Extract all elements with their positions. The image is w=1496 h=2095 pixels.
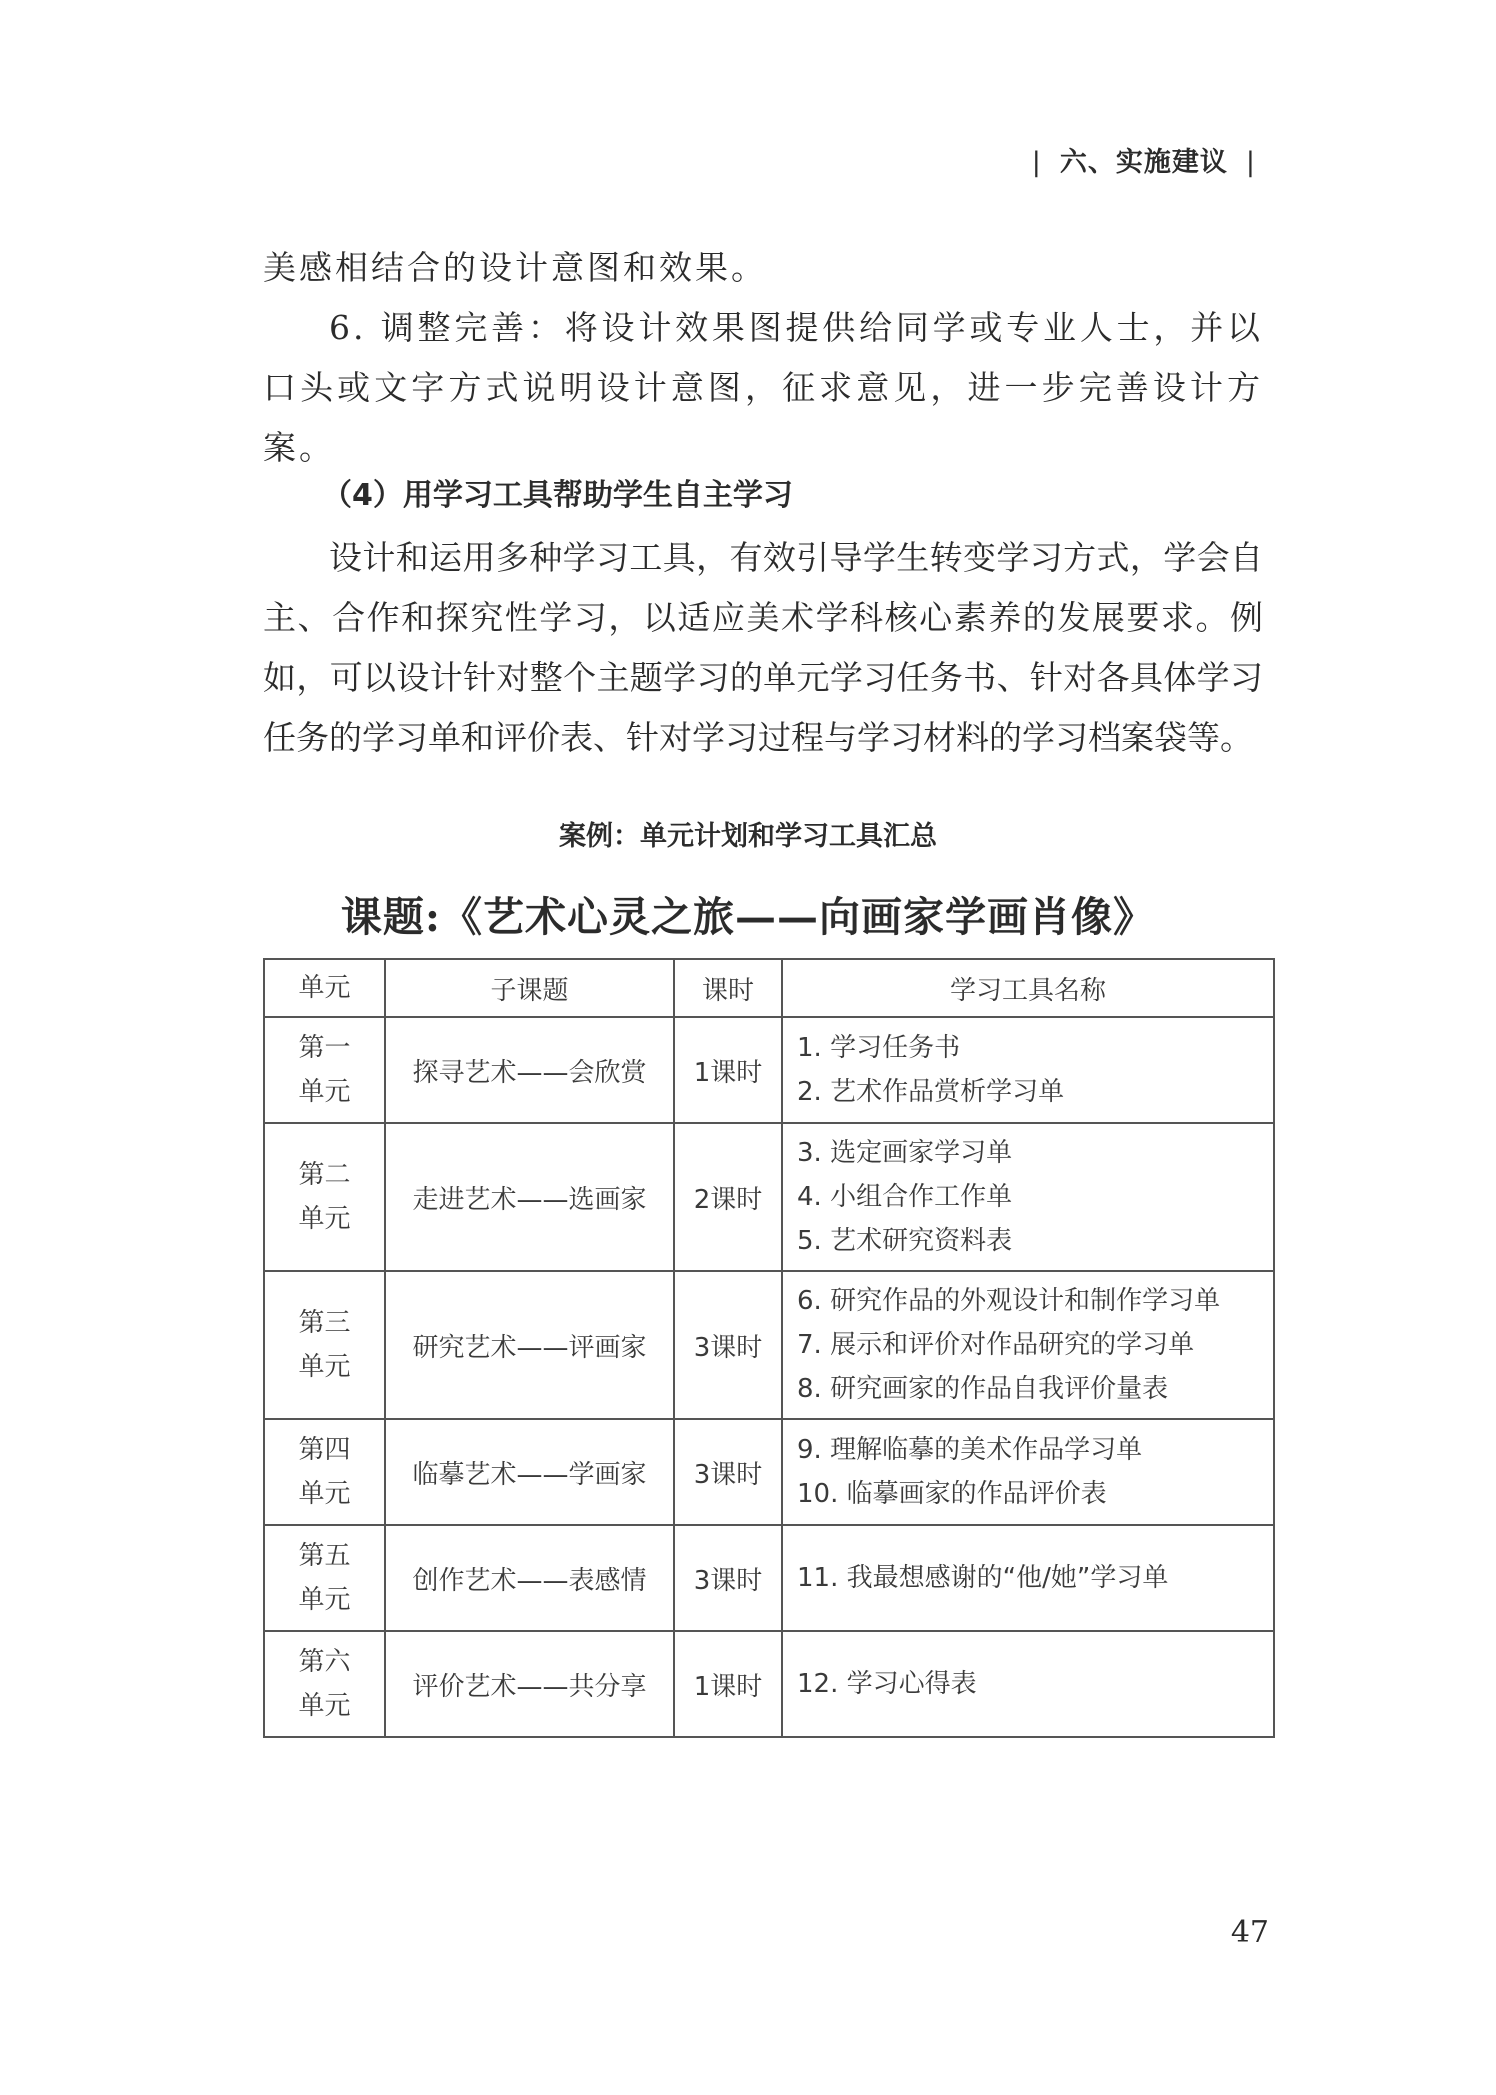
paragraph-1: 美感相结合的设计意图和效果。	[263, 248, 767, 287]
hours-cell: 3课时	[674, 1525, 782, 1631]
unit-cell	[264, 1271, 385, 1419]
table-row	[264, 1017, 1274, 1123]
subtopic-cell: 临摹艺术——学画家	[385, 1419, 674, 1525]
unit-ordinal: 第二	[298, 1160, 351, 1190]
subtopic-cell: 走进艺术——选画家	[385, 1123, 674, 1271]
table-row	[264, 1271, 1274, 1419]
subtopic-cell: 研究艺术——评画家	[385, 1271, 674, 1419]
running-head	[1014, 140, 1274, 179]
subtopic-cell: 创作艺术——表感情	[385, 1525, 674, 1631]
paragraph-3: 设计和运用多种学习工具，有效引导学生转变学习方式，学会自主、合作和探究性学习，以适应美术学科核心素养的发展要求。例如，可以设计针对整个主题学习的单元学习任务书、针对各具体学习任务的学习单和评价表、针对学习过程与学习材料的学习档案袋等。	[263, 538, 1263, 757]
table-title: 课题:《艺术心灵之旅——向画家学画肖像》	[340, 893, 1156, 941]
case-title: 案例：单元计划和学习工具汇总	[559, 821, 937, 852]
header-unit: 单元	[264, 959, 385, 1017]
unit-plan-table	[263, 958, 1275, 1738]
unit-ordinal: 第一	[298, 1033, 351, 1063]
table-row	[264, 1631, 1274, 1737]
unit-ordinal: 第四	[298, 1435, 351, 1465]
body-text-middle	[263, 528, 1263, 768]
hours-cell: 3课时	[674, 1271, 782, 1419]
unit-word: 单元	[298, 1077, 351, 1107]
tools-cell	[782, 1525, 1274, 1631]
table-header-row	[264, 959, 1274, 1017]
unit-word: 单元	[298, 1691, 351, 1721]
unit-word: 单元	[298, 1479, 351, 1509]
tool-item: 5. 艺术研究资料表	[797, 1226, 1013, 1256]
hours-cell: 3课时	[674, 1419, 782, 1525]
header-subtopic: 子课题	[385, 959, 674, 1017]
table-row	[264, 1123, 1274, 1271]
tool-item: 2. 艺术作品赏析学习单	[797, 1077, 1065, 1107]
table-row	[264, 1525, 1274, 1631]
hours-cell: 1课时	[674, 1017, 782, 1123]
running-head-bar-left: |	[1031, 147, 1042, 178]
hours-cell: 2课时	[674, 1123, 782, 1271]
page-number: 47	[1230, 1915, 1269, 1950]
unit-word: 单元	[298, 1585, 351, 1615]
tool-item: 8. 研究画家的作品自我评价量表	[797, 1374, 1169, 1404]
unit-ordinal: 第六	[298, 1647, 351, 1677]
unit-cell	[264, 1017, 385, 1123]
tools-cell	[782, 1123, 1274, 1271]
table-row	[264, 1419, 1274, 1525]
header-tools: 学习工具名称	[782, 959, 1274, 1017]
tool-item: 1. 学习任务书	[797, 1033, 961, 1063]
subtopic-cell: 探寻艺术——会欣赏	[385, 1017, 674, 1123]
unit-cell	[264, 1419, 385, 1525]
tool-item: 3. 选定画家学习单	[797, 1138, 1013, 1168]
unit-word: 单元	[298, 1204, 351, 1234]
body-text-top	[263, 238, 1263, 478]
tool-item: 7. 展示和评价对作品研究的学习单	[797, 1330, 1195, 1360]
tools-cell	[782, 1631, 1274, 1737]
unit-cell	[264, 1631, 385, 1737]
unit-cell	[264, 1123, 385, 1271]
section-heading: （4）用学习工具帮助学生自主学习	[322, 478, 793, 513]
tool-item: 6. 研究作品的外观设计和制作学习单	[797, 1286, 1221, 1316]
running-head-title: 六、实施建议	[1059, 147, 1228, 178]
tools-cell	[782, 1271, 1274, 1419]
unit-ordinal: 第五	[298, 1541, 351, 1571]
tool-item: 10. 临摹画家的作品评价表	[797, 1479, 1107, 1509]
tool-item: 4. 小组合作工作单	[797, 1182, 1013, 1212]
tool-item: 11. 我最想感谢的“他/她”学习单	[797, 1563, 1169, 1593]
tools-cell	[782, 1017, 1274, 1123]
tool-item: 9. 理解临摹的美术作品学习单	[797, 1435, 1143, 1465]
unit-cell	[264, 1525, 385, 1631]
tools-cell	[782, 1419, 1274, 1525]
running-head-bar-right: |	[1245, 147, 1256, 178]
unit-word: 单元	[298, 1352, 351, 1382]
header-hours: 课时	[674, 959, 782, 1017]
tool-item: 12. 学习心得表	[797, 1669, 977, 1699]
paragraph-2: 6. 调整完善：将设计效果图提供给同学或专业人士，并以口头或文字方式说明设计意图，征求意见，进一步完善设计方案。	[263, 308, 1263, 467]
hours-cell: 1课时	[674, 1631, 782, 1737]
subtopic-cell: 评价艺术——共分享	[385, 1631, 674, 1737]
unit-ordinal: 第三	[298, 1308, 351, 1338]
